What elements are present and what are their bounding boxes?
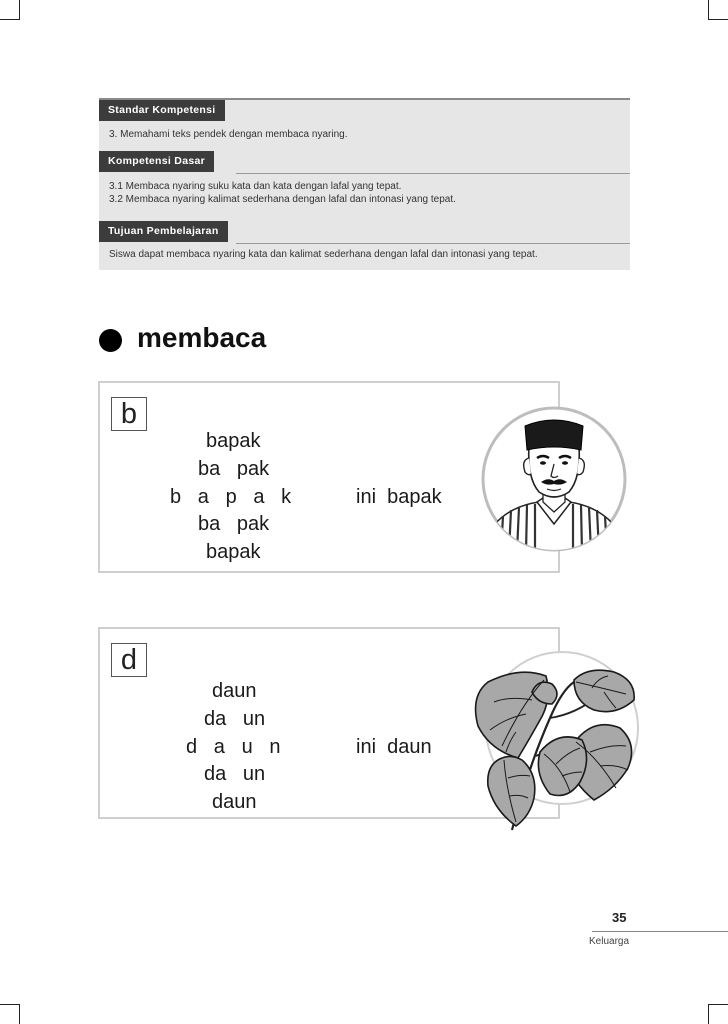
lesson-syllables: ba pak — [198, 458, 270, 480]
crop-mark — [708, 1004, 709, 1024]
basic-item: 3.1 Membaca nyaring suku kata dan kata dengan lafal yang tepat. — [109, 181, 402, 192]
footer-divider — [592, 931, 728, 932]
goal-text: Siswa dapat membaca nyaring kata dan kalimat sederhana dengan lafal dan intonasi yang tepat. — [109, 249, 538, 260]
standard-label: Standar Kompetensi — [99, 100, 225, 121]
basic-item: 3.2 Membaca nyaring kalimat sederhana dengan lafal dan intonasi yang tepat. — [109, 194, 456, 205]
lesson-letters: d a u n — [186, 736, 281, 758]
competency-panel — [99, 98, 630, 270]
lesson-word: daun — [212, 791, 257, 813]
divider — [236, 173, 630, 174]
section-title: membaca — [137, 322, 267, 353]
lesson-word: bapak — [206, 541, 261, 563]
basic-label: Kompetensi Dasar — [99, 151, 214, 172]
crop-mark — [0, 1004, 20, 1005]
page-number: 35 — [612, 910, 627, 925]
lesson-sentence: ini bapak — [356, 486, 442, 508]
lesson-syllables: ba pak — [198, 513, 270, 535]
crop-mark — [708, 19, 728, 20]
lesson-word: bapak — [206, 430, 261, 452]
lesson-word: daun — [212, 680, 257, 702]
leaves-illustration — [466, 648, 642, 832]
crop-mark — [708, 0, 709, 20]
crop-mark — [19, 0, 20, 20]
lesson-syllables: da un — [204, 763, 266, 785]
divider — [236, 243, 630, 244]
lesson-letter: d — [111, 643, 147, 677]
lesson-syllables: da un — [204, 708, 266, 730]
man-portrait-illustration — [481, 406, 627, 552]
lesson-sentence: ini daun — [356, 736, 432, 758]
goal-label: Tujuan Pembelajaran — [99, 221, 228, 242]
chapter-name: Keluarga — [589, 936, 630, 947]
bullet-icon — [99, 329, 122, 352]
crop-mark — [0, 19, 20, 20]
standard-text: 3. Memahami teks pendek dengan membaca nyaring. — [109, 129, 348, 140]
lesson-letter: b — [111, 397, 147, 431]
crop-mark — [708, 1004, 728, 1005]
lesson-letters: b a p a k — [170, 486, 292, 508]
crop-mark — [19, 1004, 20, 1024]
